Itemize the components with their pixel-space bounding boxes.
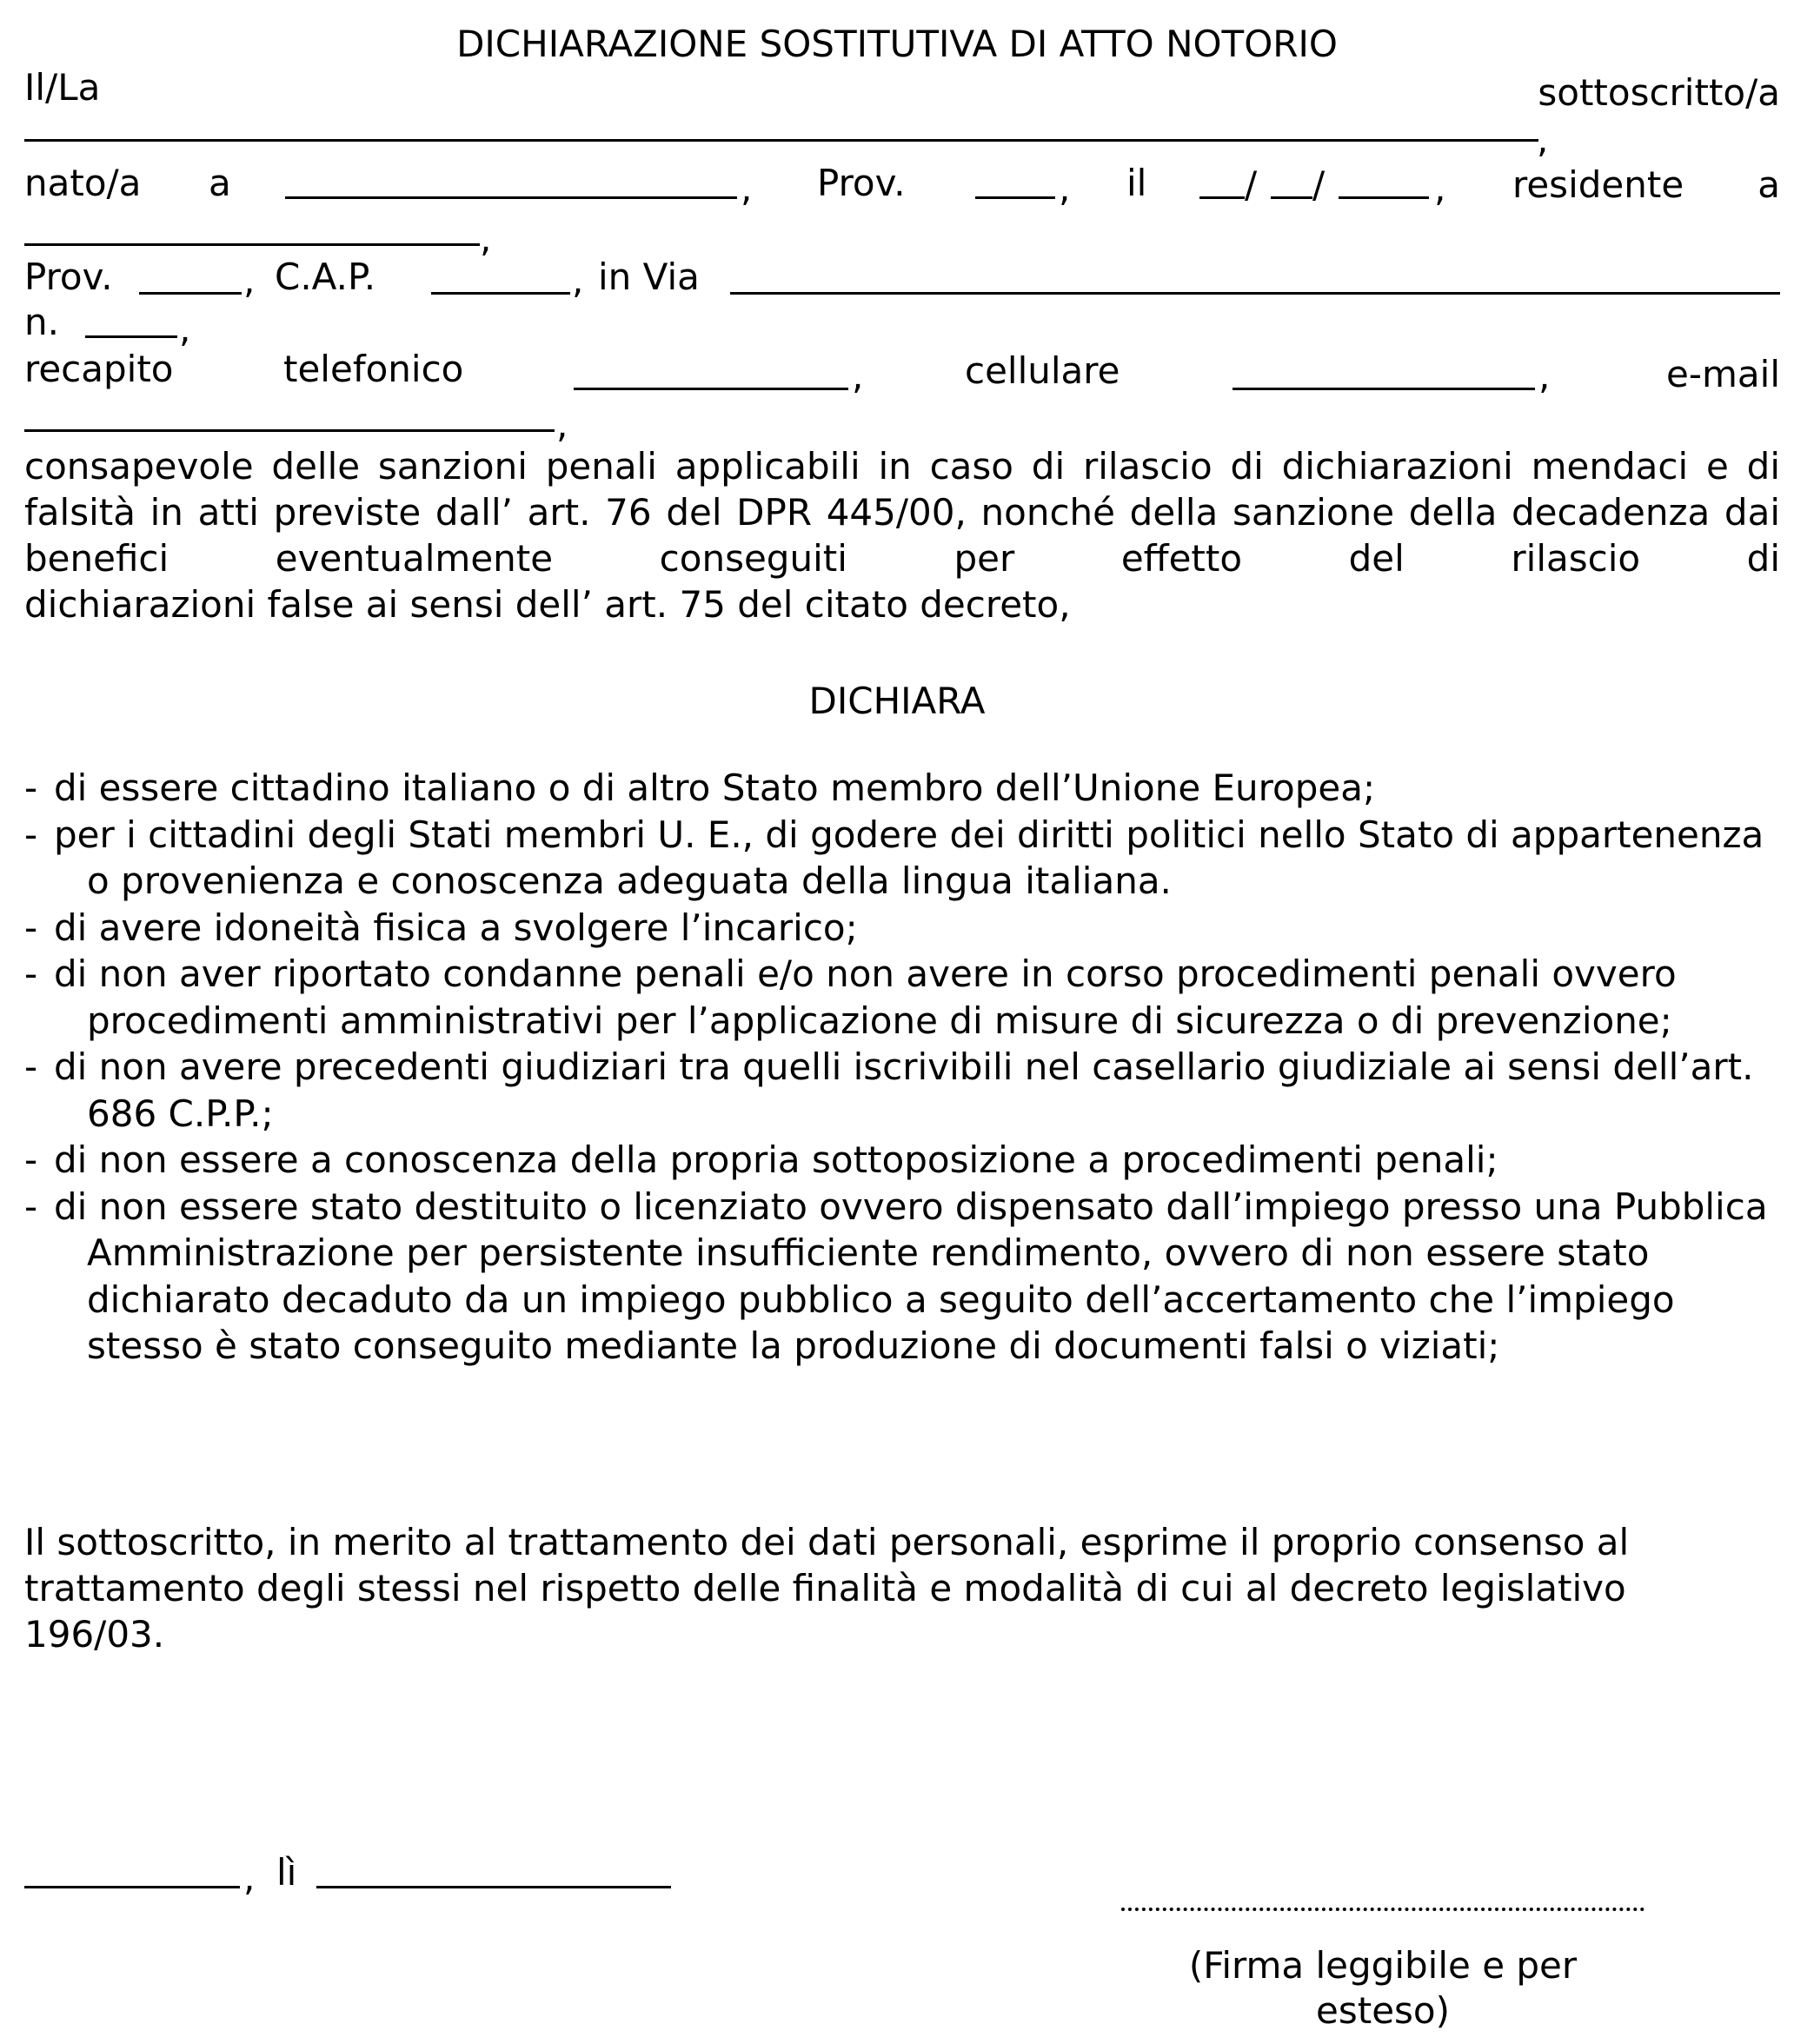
comma: , (852, 355, 864, 397)
list-dash: - (24, 766, 38, 809)
list-item (24, 905, 1780, 952)
comma: , (1538, 355, 1551, 397)
label-telefonico: telefonico (283, 348, 464, 390)
date-separator: / (1245, 163, 1258, 206)
residence-prov-field[interactable] (139, 292, 242, 295)
label-il-la: Il/La (24, 66, 101, 109)
street-field[interactable] (730, 292, 1780, 295)
comma: , (556, 403, 568, 446)
comma: , (572, 259, 584, 302)
list-item (24, 1184, 1780, 1370)
mobile-field[interactable] (1233, 388, 1535, 390)
list-dash: - (24, 1138, 38, 1181)
list-item (24, 1044, 1780, 1137)
comma: , (243, 259, 256, 302)
list-item (24, 1137, 1780, 1184)
list-dash: - (24, 952, 38, 995)
consent-paragraph: Il sottoscritto, in merito al trattamento dei dati personali, esprime il proprio consenso al trattamento degli stessi nel rispetto delle finalità e modalità di cui al decreto legislativo 196/03. (24, 1521, 1630, 1656)
label-cellulare: cellulare (965, 349, 1120, 392)
label-in-via: in Via (598, 256, 700, 298)
label-email: e-mail (1666, 353, 1780, 395)
label-prov-residenza: Prov. (24, 256, 113, 298)
list-item-text: per i cittadini degli Stati membri U. E., di godere dei diritti politici nello Stato di appartenenza o provenienza e conoscenza adeguata della lingua italiana. (54, 813, 1764, 902)
name-field[interactable] (24, 139, 1538, 142)
birthplace-field[interactable] (285, 196, 737, 199)
comma: , (741, 167, 753, 209)
street-number-field[interactable] (85, 335, 177, 338)
label-a: a (209, 162, 231, 204)
label-prov: Prov. (817, 162, 906, 204)
signature-field[interactable] (1121, 1908, 1644, 1911)
birth-month-field[interactable] (1271, 196, 1312, 199)
cap-field[interactable] (431, 292, 570, 295)
label-il: il (1126, 162, 1147, 204)
date-separator: / (1312, 163, 1326, 206)
label-cap: C.A.P. (275, 256, 376, 298)
comma: , (243, 1856, 256, 1899)
label-recapito: recapito (24, 348, 174, 390)
list-item-text: di essere cittadino italiano o di altro Stato membro dell’Unione Europea; (54, 766, 1376, 809)
signature-caption: (Firma leggibile e per esteso) (1188, 1944, 1578, 2032)
email-field[interactable] (24, 429, 555, 432)
list-dash: - (24, 906, 38, 949)
comma: , (1537, 118, 1549, 161)
label-li: lì (276, 1851, 297, 1894)
label-residente: residente (1512, 163, 1684, 206)
label-a-residente: a (1757, 163, 1780, 206)
list-item (24, 765, 1780, 812)
list-item-text: di avere idoneità fisica a svolgere l’incarico; (54, 906, 858, 949)
list-item (24, 951, 1780, 1044)
birth-day-field[interactable] (1199, 196, 1245, 199)
phone-field[interactable] (574, 388, 848, 390)
comma: , (179, 308, 191, 350)
date-field[interactable] (316, 1886, 671, 1888)
list-item-text: di non aver riportato condanne penali e/o non avere in corso procedimenti penali ovvero procedimenti amministrativi per l’applicazione di misure di sicurezza o di prevenzione; (54, 952, 1677, 1042)
label-numero: n. (24, 301, 59, 343)
comma: , (1059, 167, 1071, 209)
comma: , (1434, 167, 1446, 209)
document-title: DICHIARAZIONE SOSTITUTIVA DI ATTO NOTORIO (456, 23, 1338, 65)
list-item-text: di non essere stato destituito o licenziato ovvero dispensato dall’impiego presso una Pubblica Amministrazione per persistente insufficiente rendimento, ovvero di non essere stato dichiarato decaduto da un impiego pubblico a seguito dell’accertamento che l’impiego stesso è stato conseguito mediante la produzione di documenti falsi o viziati; (54, 1185, 1768, 1367)
list-dash: - (24, 1045, 38, 1088)
consapevole-paragraph: consapevole delle sanzioni penali applicabili in caso di rilascio di dichiarazioni mendaci e di falsità in atti previste dall’ art. 76 del DPR 445/00, nonché della sanzione della decadenza dai benefici eventualmente conseguiti per effetto del rilascio di (24, 445, 1780, 580)
comma: , (480, 217, 492, 260)
dichiara-heading: DICHIARA (808, 680, 986, 722)
birth-prov-field[interactable] (975, 196, 1055, 199)
label-sottoscritto: sottoscritto/a (1538, 71, 1780, 114)
list-item (24, 812, 1780, 905)
consapevole-paragraph-end: dichiarazioni false ai sensi dell’ art. 75 del citato decreto, (24, 583, 1071, 626)
list-dash: - (24, 1185, 38, 1228)
list-item-text: di non essere a conoscenza della propria sottoposizione a procedimenti penali; (54, 1138, 1498, 1181)
birth-year-field[interactable] (1339, 196, 1429, 199)
list-item-text: di non avere precedenti giudiziari tra quelli iscrivibili nel casellario giudiziale ai sensi dell’art. 686 C.P.P.; (54, 1045, 1754, 1135)
list-dash: - (24, 813, 38, 856)
residence-field[interactable] (24, 243, 480, 246)
place-field[interactable] (24, 1886, 240, 1888)
declaration-list (24, 765, 1780, 1370)
label-nato: nato/a (24, 162, 142, 204)
